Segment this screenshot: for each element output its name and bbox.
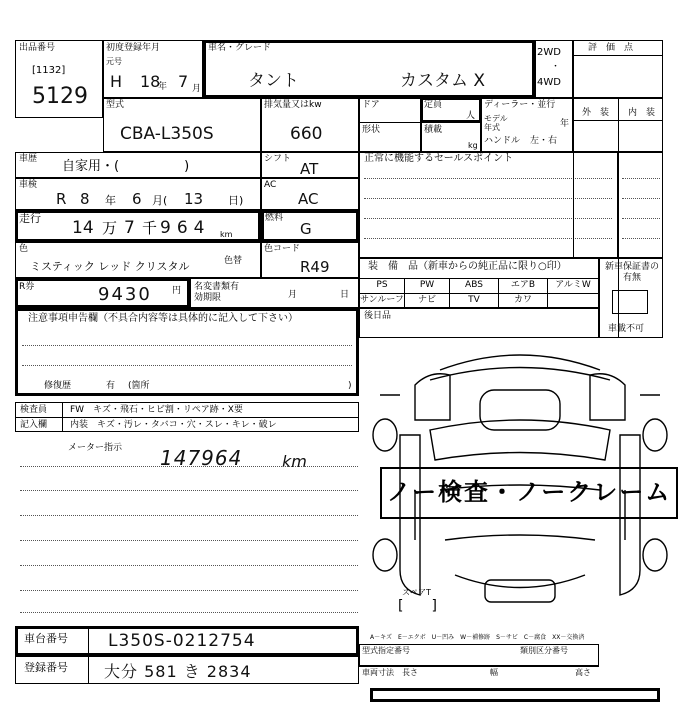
history-label: 車歴	[19, 154, 38, 164]
car-name-label: 車名・グレード	[208, 43, 272, 53]
capacity-unit: 人	[466, 111, 476, 121]
shift-value: AT	[300, 160, 319, 178]
shift-label: シフト	[264, 154, 292, 164]
year-value: 18	[140, 72, 161, 91]
meter-unit: km	[282, 452, 307, 471]
repair-label: 修復歴	[44, 381, 72, 391]
era-label: 元号	[106, 57, 122, 66]
inspection-year: 8	[80, 190, 90, 208]
equip-leather: カワ	[513, 295, 532, 305]
reg-value: 大分 581 き 2834	[104, 662, 252, 681]
rear-label: 後日品	[364, 311, 392, 321]
car-name: タント	[248, 71, 299, 91]
score-label: 評 価 点	[588, 43, 634, 53]
shape-label: 形状	[362, 125, 381, 135]
era-value: H	[110, 72, 123, 91]
rear-box	[359, 308, 599, 338]
inspection-day-unit: 日)	[228, 194, 244, 207]
color-label: 色	[19, 244, 29, 254]
meter-value: 147964	[160, 446, 243, 470]
capacity-label: 定員	[424, 100, 443, 110]
exterior-label: 外 装	[582, 108, 610, 118]
size-l: 長さ	[402, 668, 418, 677]
equip-sunroof: サンルーフ	[360, 295, 404, 305]
repair-close: )	[348, 381, 352, 391]
grade: カスタム X	[400, 71, 486, 91]
history-value: 自家用・( )	[62, 159, 190, 174]
inspection-month-unit: 月(	[152, 194, 168, 207]
size-w: 幅	[490, 668, 498, 677]
no-load-label: 車載不可	[608, 324, 645, 334]
handle-label: ハンドル	[484, 136, 521, 146]
dealer-label: ディーラー・並行	[484, 100, 556, 110]
interior-label: 内 装	[628, 108, 656, 118]
lot-number: 5129	[32, 84, 88, 109]
equipment-label: 装 備 品（新車からの純正品に限り○印）	[368, 261, 567, 272]
model-year-label: モデル年式	[484, 114, 508, 132]
ac-label: AC	[264, 180, 277, 190]
chassis-value: L350S-0212754	[108, 631, 256, 651]
lot-label: 出品番号	[19, 43, 56, 53]
transfer-month: 月	[288, 290, 298, 300]
transfer-day: 日	[340, 290, 350, 300]
spare-bracket: [ ]	[398, 598, 437, 614]
entry-label: 記入欄	[20, 420, 48, 430]
year-unit: 年	[158, 82, 168, 92]
equip-abs: ABS	[465, 280, 483, 290]
yen-unit: 円	[172, 286, 182, 296]
inspection-label: 車検	[19, 180, 38, 190]
repair-value: 有	[106, 381, 116, 391]
equip-alloy: アルミW	[555, 280, 591, 290]
selling-points-label: 正常に機能するセールスポイント	[364, 153, 514, 164]
wd2-label: 2WD	[537, 47, 561, 58]
displacement-label: 排気量又はkw	[264, 100, 322, 110]
displacement-value: 660	[290, 124, 323, 144]
form-label: 型式指定番号	[362, 646, 410, 655]
inspection-era: R	[56, 190, 67, 208]
inspection-day: 13	[184, 190, 204, 208]
lot-sub: [1132]	[32, 65, 66, 76]
mileage-rest: 964	[160, 218, 211, 238]
model-year-unit: 年	[560, 119, 570, 129]
inspector-label: 検査員	[20, 405, 48, 415]
equip-pw: PW	[419, 280, 435, 290]
color-value: ミスティック レッド クリスタル	[30, 260, 190, 273]
warranty-checkbox[interactable]	[612, 290, 648, 314]
km-unit: km	[220, 230, 233, 239]
load-unit: kg	[468, 141, 478, 150]
spare-label: スペアT	[402, 588, 431, 597]
mileage-sen: 7	[124, 218, 135, 238]
inspection-row1: FW キズ・飛石・ヒビ割・リペア跡・X要	[70, 405, 243, 415]
first-reg-label: 初度登録年月	[106, 43, 161, 53]
month-value: 7	[178, 72, 189, 91]
sen-unit: 千	[142, 219, 158, 237]
handle-options: 左・右	[530, 136, 558, 146]
form-sub: 類別区分番号	[520, 646, 568, 655]
wd4-label: 4WD	[537, 77, 561, 88]
no-inspection-stamp: ノー検査・ノークレーム	[380, 467, 678, 519]
recycle-label: R券	[19, 282, 35, 292]
reg-label: 登録番号	[24, 661, 68, 674]
equip-navi: ナビ	[417, 295, 436, 305]
mileage-label: 走行	[19, 212, 41, 225]
notes-label: 注意事項申告欄（不具合内容等は具体的に記入して下さい）	[28, 313, 298, 324]
size-label: 車両寸法	[362, 668, 394, 677]
size-h: 高さ	[575, 668, 591, 677]
meter-label: メーター指示	[68, 443, 123, 453]
recycle-amount: 9430	[98, 284, 152, 305]
equip-airbag: エアB	[510, 280, 536, 290]
right-side-box	[573, 152, 663, 258]
load-label: 積載	[424, 125, 443, 135]
repair-part: (箇所	[128, 381, 150, 391]
door-label: ドア	[362, 100, 380, 110]
fuel-label: 燃料	[265, 213, 284, 223]
model-value: CBA-L350S	[120, 124, 214, 144]
man-unit: 万	[102, 219, 118, 237]
inspection-row2: 内装 キズ・汚レ・タバコ・穴・スレ・キレ・破レ	[70, 420, 277, 430]
model-label: 型式	[106, 100, 125, 110]
transfer-label: 名変書類有効期限	[194, 282, 240, 303]
damage-legend: A－キズ E－エクボ U－凹み W－補修跡 S－サビ C－腐食 XX－交換済	[370, 634, 585, 641]
color-code-value: R49	[300, 258, 330, 276]
mileage-man: 14	[72, 218, 94, 238]
drive-dot: ・	[551, 62, 561, 72]
chassis-label: 車台番号	[24, 632, 68, 645]
fuel-value: G	[300, 220, 312, 238]
equip-ps: PS	[376, 280, 388, 290]
warranty-label: 新車保証書の有無	[604, 262, 659, 283]
month-unit: 月	[192, 84, 202, 94]
equip-tv: TV	[468, 295, 480, 305]
inspection-year-unit: 年	[105, 194, 116, 207]
inspection-month: 6	[132, 190, 142, 208]
ac-value: AC	[298, 190, 319, 208]
color-change-label: 色替	[224, 256, 243, 266]
color-code-label: 色コード	[264, 244, 301, 254]
